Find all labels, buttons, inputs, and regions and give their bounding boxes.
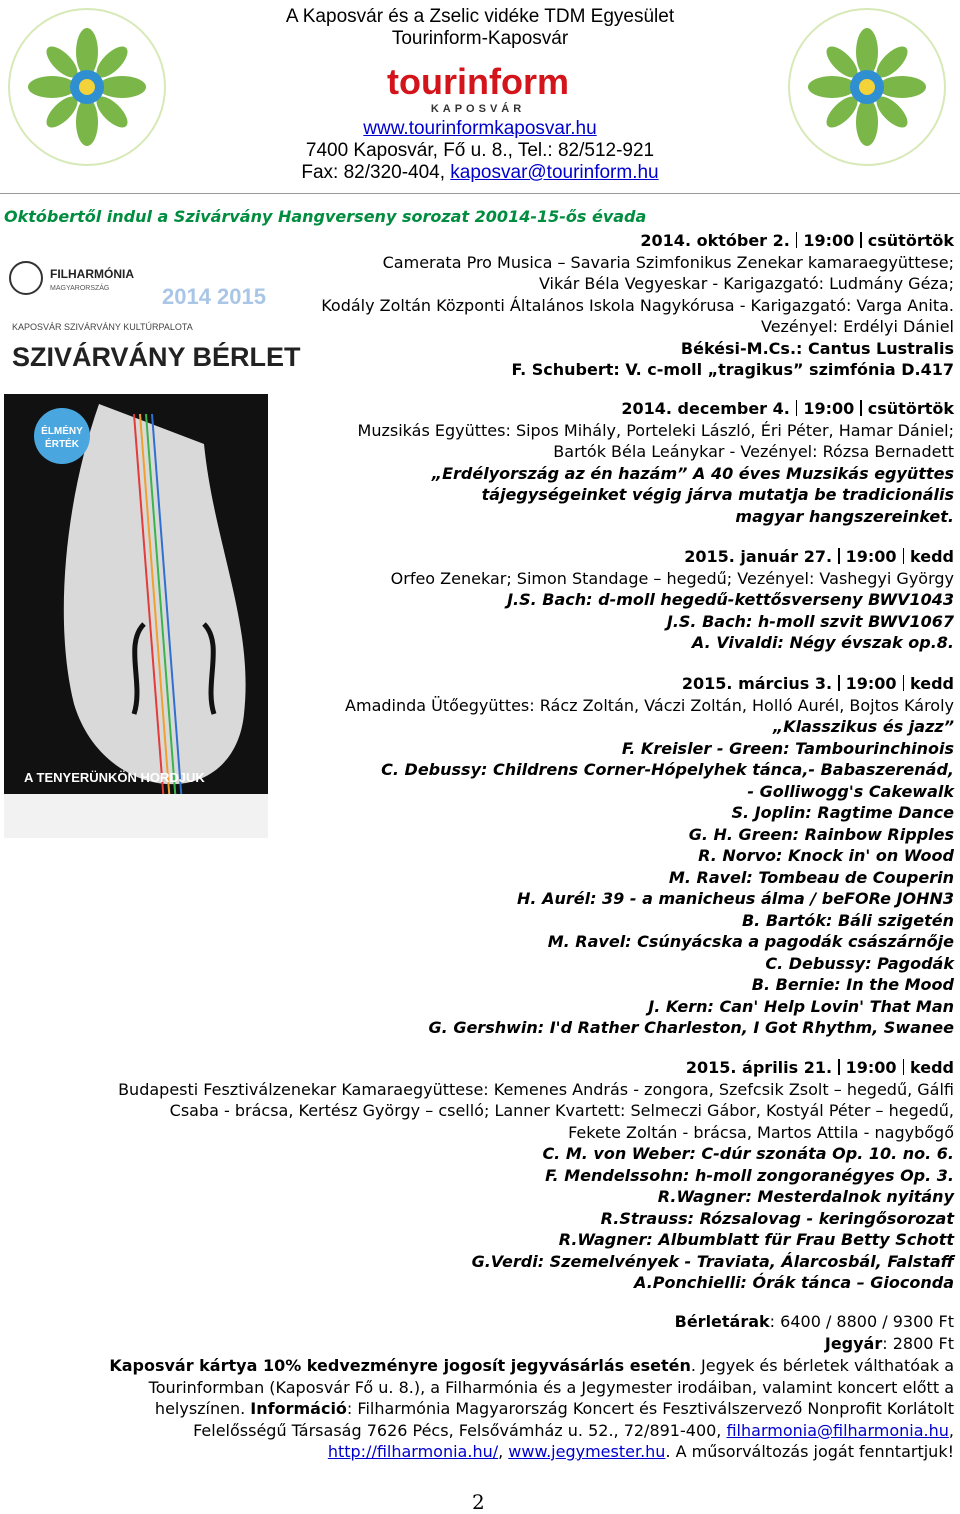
poster-badge-line2: ÉRTÉK [45,439,79,450]
footer-info [10,1355,954,1463]
program-line: A.Ponchielli: Órák tánca – Gioconda [634,1273,954,1292]
poster-kicker: KAPOSVÁR SZIVÁRVÁNY KULTÚRPALOTA [12,322,193,332]
season-title: Októbertől indul a Szivárvány Hangverseny sorozat 20014-15-ős évada [4,207,647,226]
concert-5-datetime: 2015. április 21. 19:00 kedd [685,1058,954,1077]
performer-line: Orfeo Zenekar; Simon Standage – hegedű; Vezényel: Vashegyi György [390,568,954,588]
program-line: R.Strauss: Rózsalovag - keringősorozat [600,1208,954,1228]
program-line: G. H. Green: Rainbow Ripples [688,824,954,844]
program-line: M. Ravel: Tombeau de Couperin [668,867,954,887]
program-line: J. Kern: Can' Help Lovin' That Man [648,996,954,1016]
office-name: Tourinform-Kaposvár [391,28,569,49]
program-line: F. Mendelssohn: h-moll zongoranégyes Op. 3. [545,1165,954,1185]
header-divider [0,193,960,194]
program-line: G.Verdi: Szemelvények - Traviata, Álarcosbál, Falstaff [471,1251,954,1271]
website-row [220,118,740,139]
program-line: G. Gershwin: I'd Rather Charleston, I Got Rhythm, Swanee [428,1018,954,1037]
program-line: Békési-M.Cs.: Cantus Lustralis [680,338,954,358]
concert-4-datetime: 2015. március 3. 19:00 kedd [681,674,954,693]
performer-line: Amadinda Ütőegyüttes: Rácz Zoltán, Váczi Zoltán, Holló Aurél, Bojtos Károly [345,695,954,715]
website-link[interactable]: www.tourinformkaposvar.hu [363,118,597,139]
concert-5 [10,1057,954,1294]
tourinform-logo [367,60,589,116]
program-line: A. Vivaldi: Négy évszak op.8. [691,633,954,652]
concert-2 [358,398,954,527]
tdm-logo-left [2,2,172,172]
program-line: C. M. von Weber: C-dúr szonáta Op. 10. no. 6. [542,1144,954,1163]
jegymester-url-link[interactable]: www.jegymester.hu [508,1442,666,1461]
program-line: F. Schubert: V. c-moll „tragikus” szimfónia D.417 [511,360,954,379]
concert-4 [345,673,954,1039]
program-line: tájegységeinket végig járva mutatja be tradicionális [481,485,954,504]
concert-3 [391,546,954,654]
poster-badge-line1: ÉLMÉNY [41,426,83,437]
performer-line: Budapesti Fesztiválzenekar Kamaraegyüttese: Kemenes András - zongora, Szefcsik Zsolt – hegedű, Gálfi [118,1079,954,1099]
brand-sub: KAPOSVÁR [430,103,526,115]
filharmonia-url-link[interactable]: http://filharmonia.hu/ [327,1442,499,1461]
prices [675,1311,954,1354]
ticket-price: Jegyár: 2800 Ft [824,1333,954,1353]
program-line: R.Wagner: Albumblatt für Frau Betty Schott [558,1230,954,1249]
email-link[interactable]: kaposvar@tourinform.hu [450,162,659,183]
poster-years: 2014 2015 [162,284,266,309]
footer-line-3: helyszínen. Információ: Filharmónia Magyarország Koncert és Fesztiválszervező Nonprofit Korlátolt [154,1399,954,1418]
program-line: J.S. Bach: d-moll hegedű-kettősverseny BWV1043 [507,590,954,609]
poster-brand: FILHARMÓNIA [50,267,134,281]
poster-title: SZIVÁRVÁNY BÉRLET [12,342,301,372]
concert-2-datetime: 2014. december 4. 19:00 csütörtök [621,399,954,418]
program-line: - Golliwogg's Cakewalk [747,781,954,801]
program-line: S. Joplin: Ragtime Dance [731,803,954,822]
poster-slogan: A TENYERÜNKÖN HORDJUK [24,770,205,785]
fax: Fax: 82/320-404, [301,162,451,183]
performer-line: Bartók Béla Leánykar - Vezényel: Rózsa Bernadett [553,442,954,461]
program-line: F. Kreisler - Green: Tambourinchinois [621,738,954,758]
page-number: 2 [472,1490,485,1514]
program-line: R. Norvo: Knock in' on Wood [698,846,954,865]
brand-text: tourinform [387,61,569,102]
program-line: C. Debussy: Childrens Corner-Hópelyhek tánca,- Babaszerenád, [381,760,954,779]
pass-price: Bérletárak: 6400 / 8800 / 9300 Ft [674,1312,954,1331]
footer-email-link[interactable]: filharmonia@filharmonia.hu [726,1420,949,1440]
program-line: B. Bartók: Báli szigetén [741,910,954,930]
program-line: M. Ravel: Csúnyácska a pagodák császárnője [547,932,954,951]
performer-line: Vikár Béla Vegyeskar - Karigazgató: Ludmány Géza; [538,274,954,293]
performer-line: Csaba - brácsa, Kertész György – cselló; Lanner Kvartett: Selmeczi Gábor, Kostyál Péter – hegedű, [169,1101,954,1120]
concert-1-datetime: 2014. október 2. 19:00 csütörtök [640,231,954,250]
poster-brand-sub: MAGYARORSZÁG [50,285,110,292]
concert-3-datetime: 2015. január 27. 19:00 kedd [684,547,954,566]
footer-line-5: http://filharmonia.hu/, www.jegymester.hu. A műsorváltozás jogát fenntartjuk! [327,1442,954,1461]
fax-row [220,162,740,183]
performer-line: Kodály Zoltán Központi Általános Iskola Nagykórusa - Karigazgató: Varga Anita. [321,295,954,315]
footer-line-4: Felelősségű Társaság 7626 Pécs, Felsővámház u. 52., 72/891-400, filharmonia@filharmonia.hu, [193,1420,954,1440]
performer-line: Muzsikás Együttes: Sipos Mihály, Porteleki László, Éri Péter, Hamar Dániel; [357,420,954,440]
footer-line-2: Tourinformban (Kaposvár Fő u. 8.), a Filharmónia és a Jegymester irodáiban, valamint koncert előtt a [148,1377,954,1397]
tdm-logo-right [782,2,952,172]
performer-line: Fekete Zoltán - brácsa, Martos Attila - nagybőgő [568,1122,954,1142]
performer-line: Camerata Pro Musica – Savaria Szimfonikus Zenekar kamaraegyüttese; [382,252,954,272]
program-line: C. Debussy: Pagodák [765,953,954,973]
program-line: R.Wagner: Mesterdalnok nyitány [657,1187,954,1206]
address: 7400 Kaposvár, Fő u. 8., Tel.: 82/512-921 [305,140,655,161]
performer-line: Vezényel: Erdélyi Dániel [760,317,954,336]
program-line: magyar hangszereinket. [735,506,954,526]
concert-1 [321,230,954,381]
program-line: „Erdélyország az én hazám” A 40 éves Muzsikás együttes [431,463,954,483]
program-line: J.S. Bach: h-moll szvit BWV1067 [666,611,954,631]
org-name: A Kaposvár és a Zselic vidéke TDM Egyesület [285,6,675,27]
program-line: B. Bernie: In the Mood [751,975,954,994]
poster-image [4,244,301,838]
program-line: „Klasszikus és jazz” [772,717,954,736]
program-line: H. Aurél: 39 - a manicheus álma / beFORe JOHN3 [517,889,954,908]
footer-line-1: Kaposvár kártya 10% kedvezményre jogosít jegyvásárlás esetén. Jegyek és bérletek válthatóak a [109,1356,954,1375]
